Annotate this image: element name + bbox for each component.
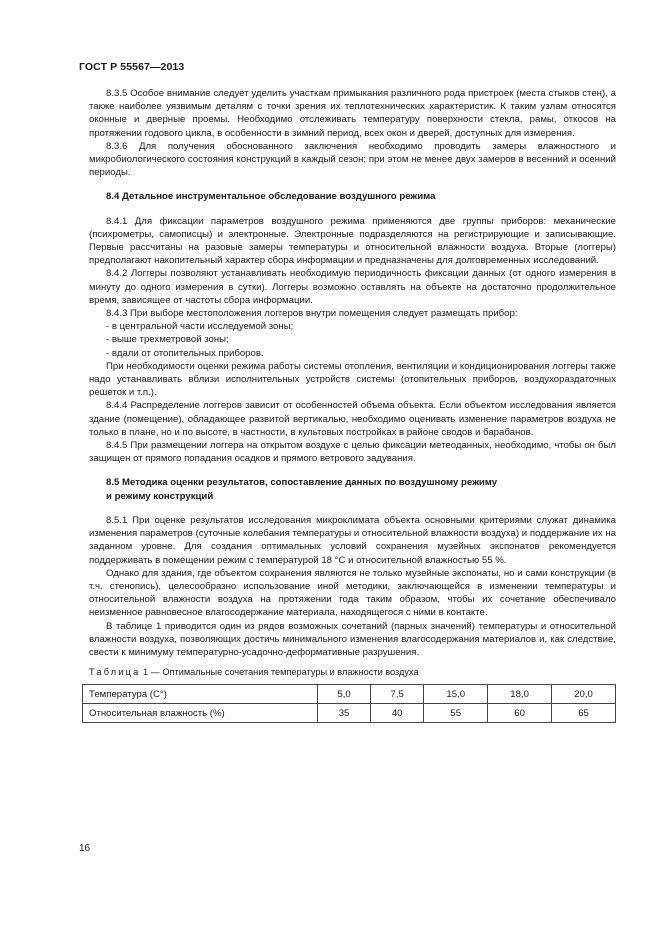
table-cell: 60 <box>488 704 552 723</box>
paragraph-8-5-3: В таблице 1 приводится один из рядов возможных сочетаний (парных значений) температуры и относительной влажности воздуха, позволяющих достичь минимального изменения влагосодержания материалов и, как следствие, свести к минимуму температурно-усадочно-деформативные разрушения. <box>89 620 616 658</box>
table-row <box>83 704 616 723</box>
table-cell: 20,0 <box>552 685 616 704</box>
table-cell: 15,0 <box>424 685 488 704</box>
list-item: - в центральной части исследуемой зоны; <box>106 321 294 333</box>
paragraph-8-5-1: 8.5.1 При оценке результатов исследования микроклимата объекта основными критериями служат динамика изменения параметров (суточные колебания температуры и относительной влажности воздуха) и поддержание их на заданном уровне. Для создания оптимальных условий сохранения музейных экспонатов рекомендуется поддерживать в помещении режим с температурой 18 °С и относительной влажностью 55 %. <box>89 514 616 566</box>
table-caption-text: 1 — Оптимальные сочетания температуры и влажности воздуха <box>140 667 419 678</box>
table-cell: 18,0 <box>488 685 552 704</box>
table-caption-word: Таблица <box>89 667 141 678</box>
table-cell: 65 <box>552 704 616 723</box>
paragraph-8-4-4: 8.4.4 Распределение логгеров зависит от особенностей объема объекта. Если объектом исследования является здание (помещение), обладающее развитой вертикалью, необходимо оценивать изменение параметров воздуха не только в плане, но и по высоте, в частности, в культовых постройках в районе сводов и барабанов. <box>89 400 616 438</box>
document-header: ГОСТ Р 55567—2013 <box>79 61 185 73</box>
table-cell: 5,0 <box>318 685 371 704</box>
paragraph-8-4-3: 8.4.3 При выборе местоположения логгеров внутри помещения следует размещать прибор: <box>106 308 518 320</box>
table-cell-label: Температура (С°) <box>83 685 318 704</box>
paragraph-8-4-5: 8.4.5 При размещении логгера на открытом воздухе с целью фиксации метеоданных, необходимо, чтобы он был защищен от прямого попадания осадков и прямого ветрового задувания. <box>89 440 616 465</box>
paragraph-8-3-6: 8.3.6 Для получения обоснованного заключения необходимо проводить замеры влажностного и микробиологического состояния конструкций в каждый сезон; при этом не менее двух замеров в весенний и осенний периоды. <box>89 140 616 179</box>
section-heading-8-5: 8.5 Методика оценки результатов, сопоставление данных по воздушному режиму <box>106 477 498 489</box>
table-cell-label: Относительная влажность (%) <box>83 704 318 723</box>
paragraph-8-4-3-continued: При необходимости оценки режима работы системы отопления, вентиляции и кондиционирования логгеры также надо устанавливать вблизи исполнительных устройств системы (отопительных приборов, воздухораздаточных решеток и т.п.). <box>89 360 616 399</box>
page-content <box>89 87 616 723</box>
table-cell: 40 <box>371 704 424 723</box>
page-number: 16 <box>79 843 91 854</box>
table-cell: 7,5 <box>371 685 424 704</box>
paragraph-8-4-1: 8.4.1 Для фиксации параметров воздушного режима применяются две группы приборов: механические (психрометры, самописцы) и электронные. Электронные подразделяются на регистрирующие и записывающие. Первые рассчитаны на разовые замеры температуры и относительной влажности воздуха. Вторые (логгеры) предполагают накопительный характер сбора информации и предназначены для долговременных исследований. <box>89 215 616 267</box>
paragraph-8-5-2: Однако для здания, где объектом сохранения являются не только музейные экспонаты, но и сами конструкции (в т.ч. стенопись), целесообразно использование иной методики, заключающейся в изменении температуры и относительной влажности воздуха на протяжении года таким образом, чтобы их сочетание обеспечивало неизменное равновесное влагосодержание материала, находящегося с ними в контакте. <box>89 567 616 619</box>
section-heading-8-4: 8.4 Детальное инструментальное обследование воздушного режима <box>106 191 436 203</box>
table-cell: 55 <box>424 704 488 723</box>
data-table <box>82 684 616 723</box>
paragraph-8-4-2: 8.4.2 Логгеры позволяют устанавливать необходимую периодичность фиксации данных (от одного измерения в минуту до одного измерения в сутки). Логгеры возможно оставлять на объекте на достаточно продолжительное время, зависящее от частоты сбора информации. <box>89 268 616 306</box>
table-cell: 35 <box>318 704 371 723</box>
list-item: - вдали от отопительных приборов. <box>106 347 264 359</box>
section-heading-8-5-line2: и режиму конструкций <box>106 490 214 502</box>
paragraph-8-3-5: 8.3.5 Особое внимание следует уделить участкам примыкания различного рода пристроек (места стыков стен), а также наиболее уязвимым деталям с точки зрения их теплотехнических характеристик. К таким узлам относятся оконные и дверные проемы. Необходимо отслеживать температуру поверхности стекла, рамы, откосов на протяжении годового цикла, в особенности в зимний период, всех окон и дверей, доступных для измерения. <box>89 88 616 139</box>
table-caption <box>89 666 616 679</box>
list-item: - выше трехметровой зоны; <box>106 334 229 346</box>
table-row <box>83 685 616 704</box>
